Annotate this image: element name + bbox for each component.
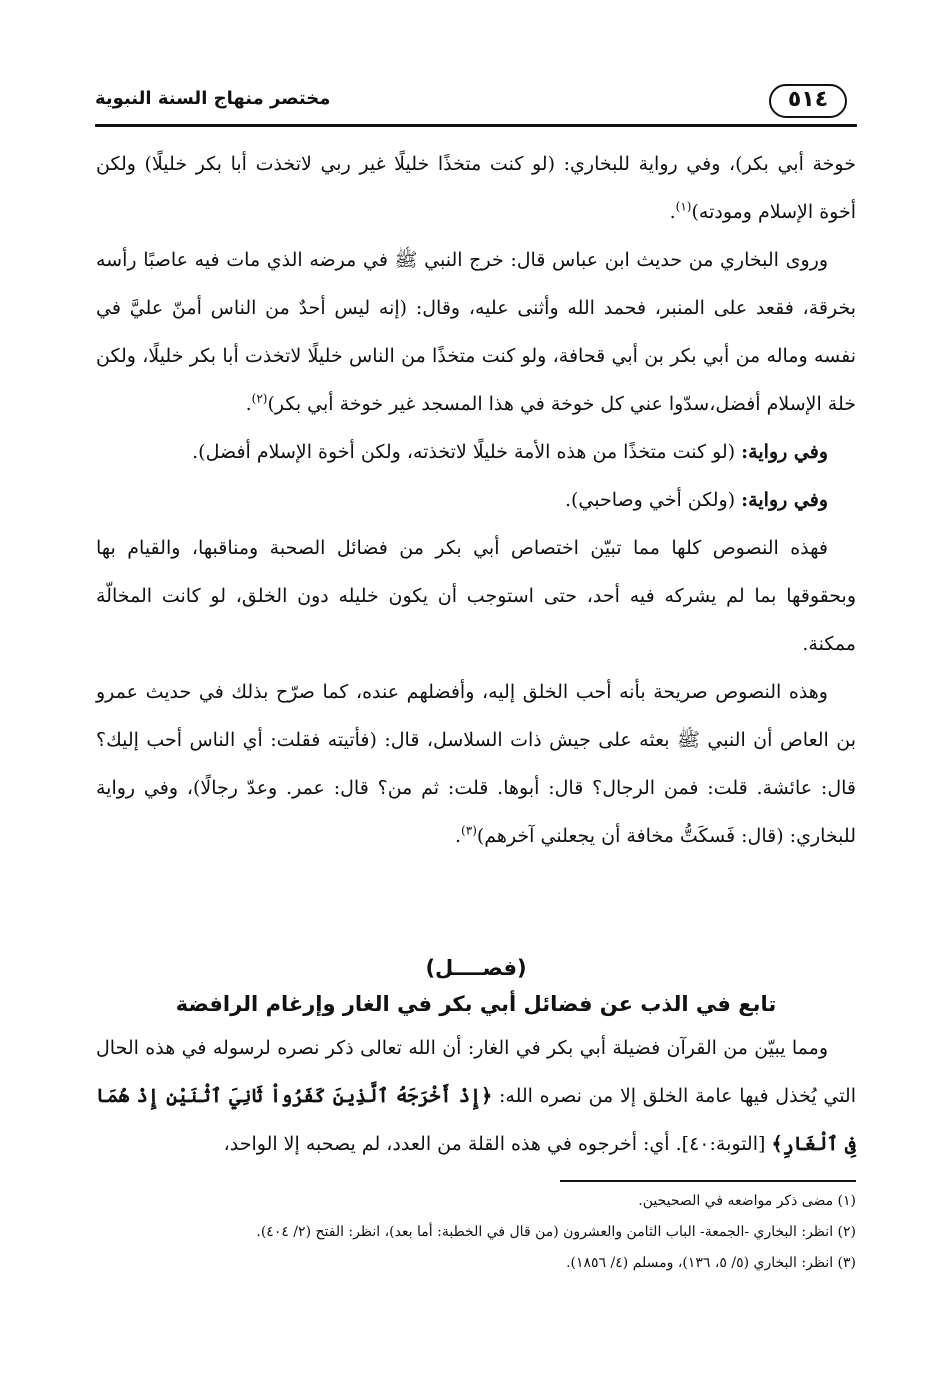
paragraph-6: وهذه النصوص صريحة بأنه أحب الخلق إليه، وأفضلهم عنده، كما صرّح بذلك في حديث عمرو بن العاص أن النبي ﷺ بعثه على جيش ذات السلاسل، قال: (فأتيته فقلت: أي الناس أحب إليك؟ قال: عائشة. قلت: فمن الرجال؟ قال: أبوها. قلت: ثم من؟ قال: عمر. وعدّ رجالًا)، وفي رواية للبخاري: (قال: فَسكَتُّ مخافة أن يجعلني آخرهم)$^{(٣)}$. <box>96 681 856 847</box>
footnote-mark[interactable]: (٢) <box>251 391 268 406</box>
paragraph-lead: وفي رواية: <box>741 489 828 511</box>
paragraph-3: وفي رواية: (لو كنت متخذًا من هذه الأمة خليلًا لاتخذته، ولكن أخوة الإسلام أفضل). <box>192 441 828 463</box>
paragraph-4: وفي رواية: (ولكن أخي وصاحبي). <box>564 489 828 511</box>
footnote-mark[interactable]: (١) <box>675 199 692 214</box>
footnote-mark[interactable]: (٣) <box>461 823 477 838</box>
paragraph-2: وروى البخاري من حديث ابن عباس قال: خرج النبي ﷺ في مرضه الذي مات فيه عاصبًا رأسه بخرقة، فقعد على المنبر، فحمد الله وأثنى عليه، وقال: (إنه ليس أحدٌ من الناس أمنّ عليَّ في نفسه وماله من أبي بكر بن أبي قحافة، ولو كنت متخذًا من الناس خليلًا لاتخذت أبا بكر خليلًا، ولكن خلة الإسلام أفضل،سدّوا عني كل خوخة في هذا المسجد غير خوخة أبي بكر)$^{(٢)}$. <box>96 249 856 415</box>
running-title: مختصر منهاج السنة النبوية <box>95 88 331 109</box>
paragraph-lead: وفي رواية: <box>741 441 828 463</box>
footnote-2: (٢) انظر: البخاري -الجمعة- الباب الثامن والعشرون (من قال في الخطبة: أما بعد)، انظر: الفتح (٢/ ٤٠٤). <box>256 1224 856 1240</box>
footnote-divider <box>560 1180 856 1182</box>
page-header <box>95 78 857 124</box>
footnotes <box>96 1186 856 1279</box>
header-divider <box>95 124 857 127</box>
footnote-1: (١) مضى ذكر مواضعه في الصحيحين. <box>638 1193 856 1209</box>
main-text <box>96 140 856 860</box>
paragraph-5: فهذه النصوص كلها مما تبيّن اختصاص أبي بكر من فضائل الصحبة ومناقبها، والقيام بها وبحقوقها بما لم يشركه فيه أحد، حتى استوجب أن يكون خليله دون الخلق، لو كانت المخالّة ممكنة. <box>96 537 856 655</box>
footnote-3: (٣) انظر: البخاري (٥/ ٥، ١٣٦)، ومسلم (٤/ ١٨٥٦). <box>566 1255 856 1271</box>
paragraph-7: ومما يبيّن من القرآن فضيلة أبي بكر في الغار: أن الله تعالى ذكر نصره لرسوله في هذه الحال التي يُخذل فيها عامة الخلق إلا من نصره الله: ﴿إِذْ أَخْرَجَهُ ٱلَّذِينَ كَفَرُواْ ثَانِيَ ٱثْنَيْنِ إِذْ هُمَا فِى ٱلْغَارِ﴾ [التوبة:٤٠]. أي: أخرجوه في هذه القلة من العدد، لم يصحبه إلا الواحد، <box>96 1037 856 1155</box>
section-text <box>96 1024 856 1168</box>
verse-reference: [التوبة:٤٠] <box>681 1133 772 1155</box>
page-number-badge: ٥١٤ <box>769 84 847 118</box>
section-label: (فصــــل) <box>425 956 527 980</box>
quran-verse: ﴿إِذْ أَخْرَجَهُ ٱلَّذِينَ كَفَرُواْ ثَانِيَ ٱثْنَيْنِ إِذْ هُمَا فِى ٱلْغَارِ﴾ <box>96 1085 856 1155</box>
section-title: تابع في الذب عن فضائل أبي بكر في الغار وإرغام الرافضة <box>175 992 777 1016</box>
paragraph-1: خوخة أبي بكر)، وفي رواية للبخاري: (لو كنت متخذًا خليلًا غير ربي لاتخذت أبا بكر خليلًا) ولكن أخوة الإسلام ومودته)$^{(١)}$. <box>96 153 856 223</box>
